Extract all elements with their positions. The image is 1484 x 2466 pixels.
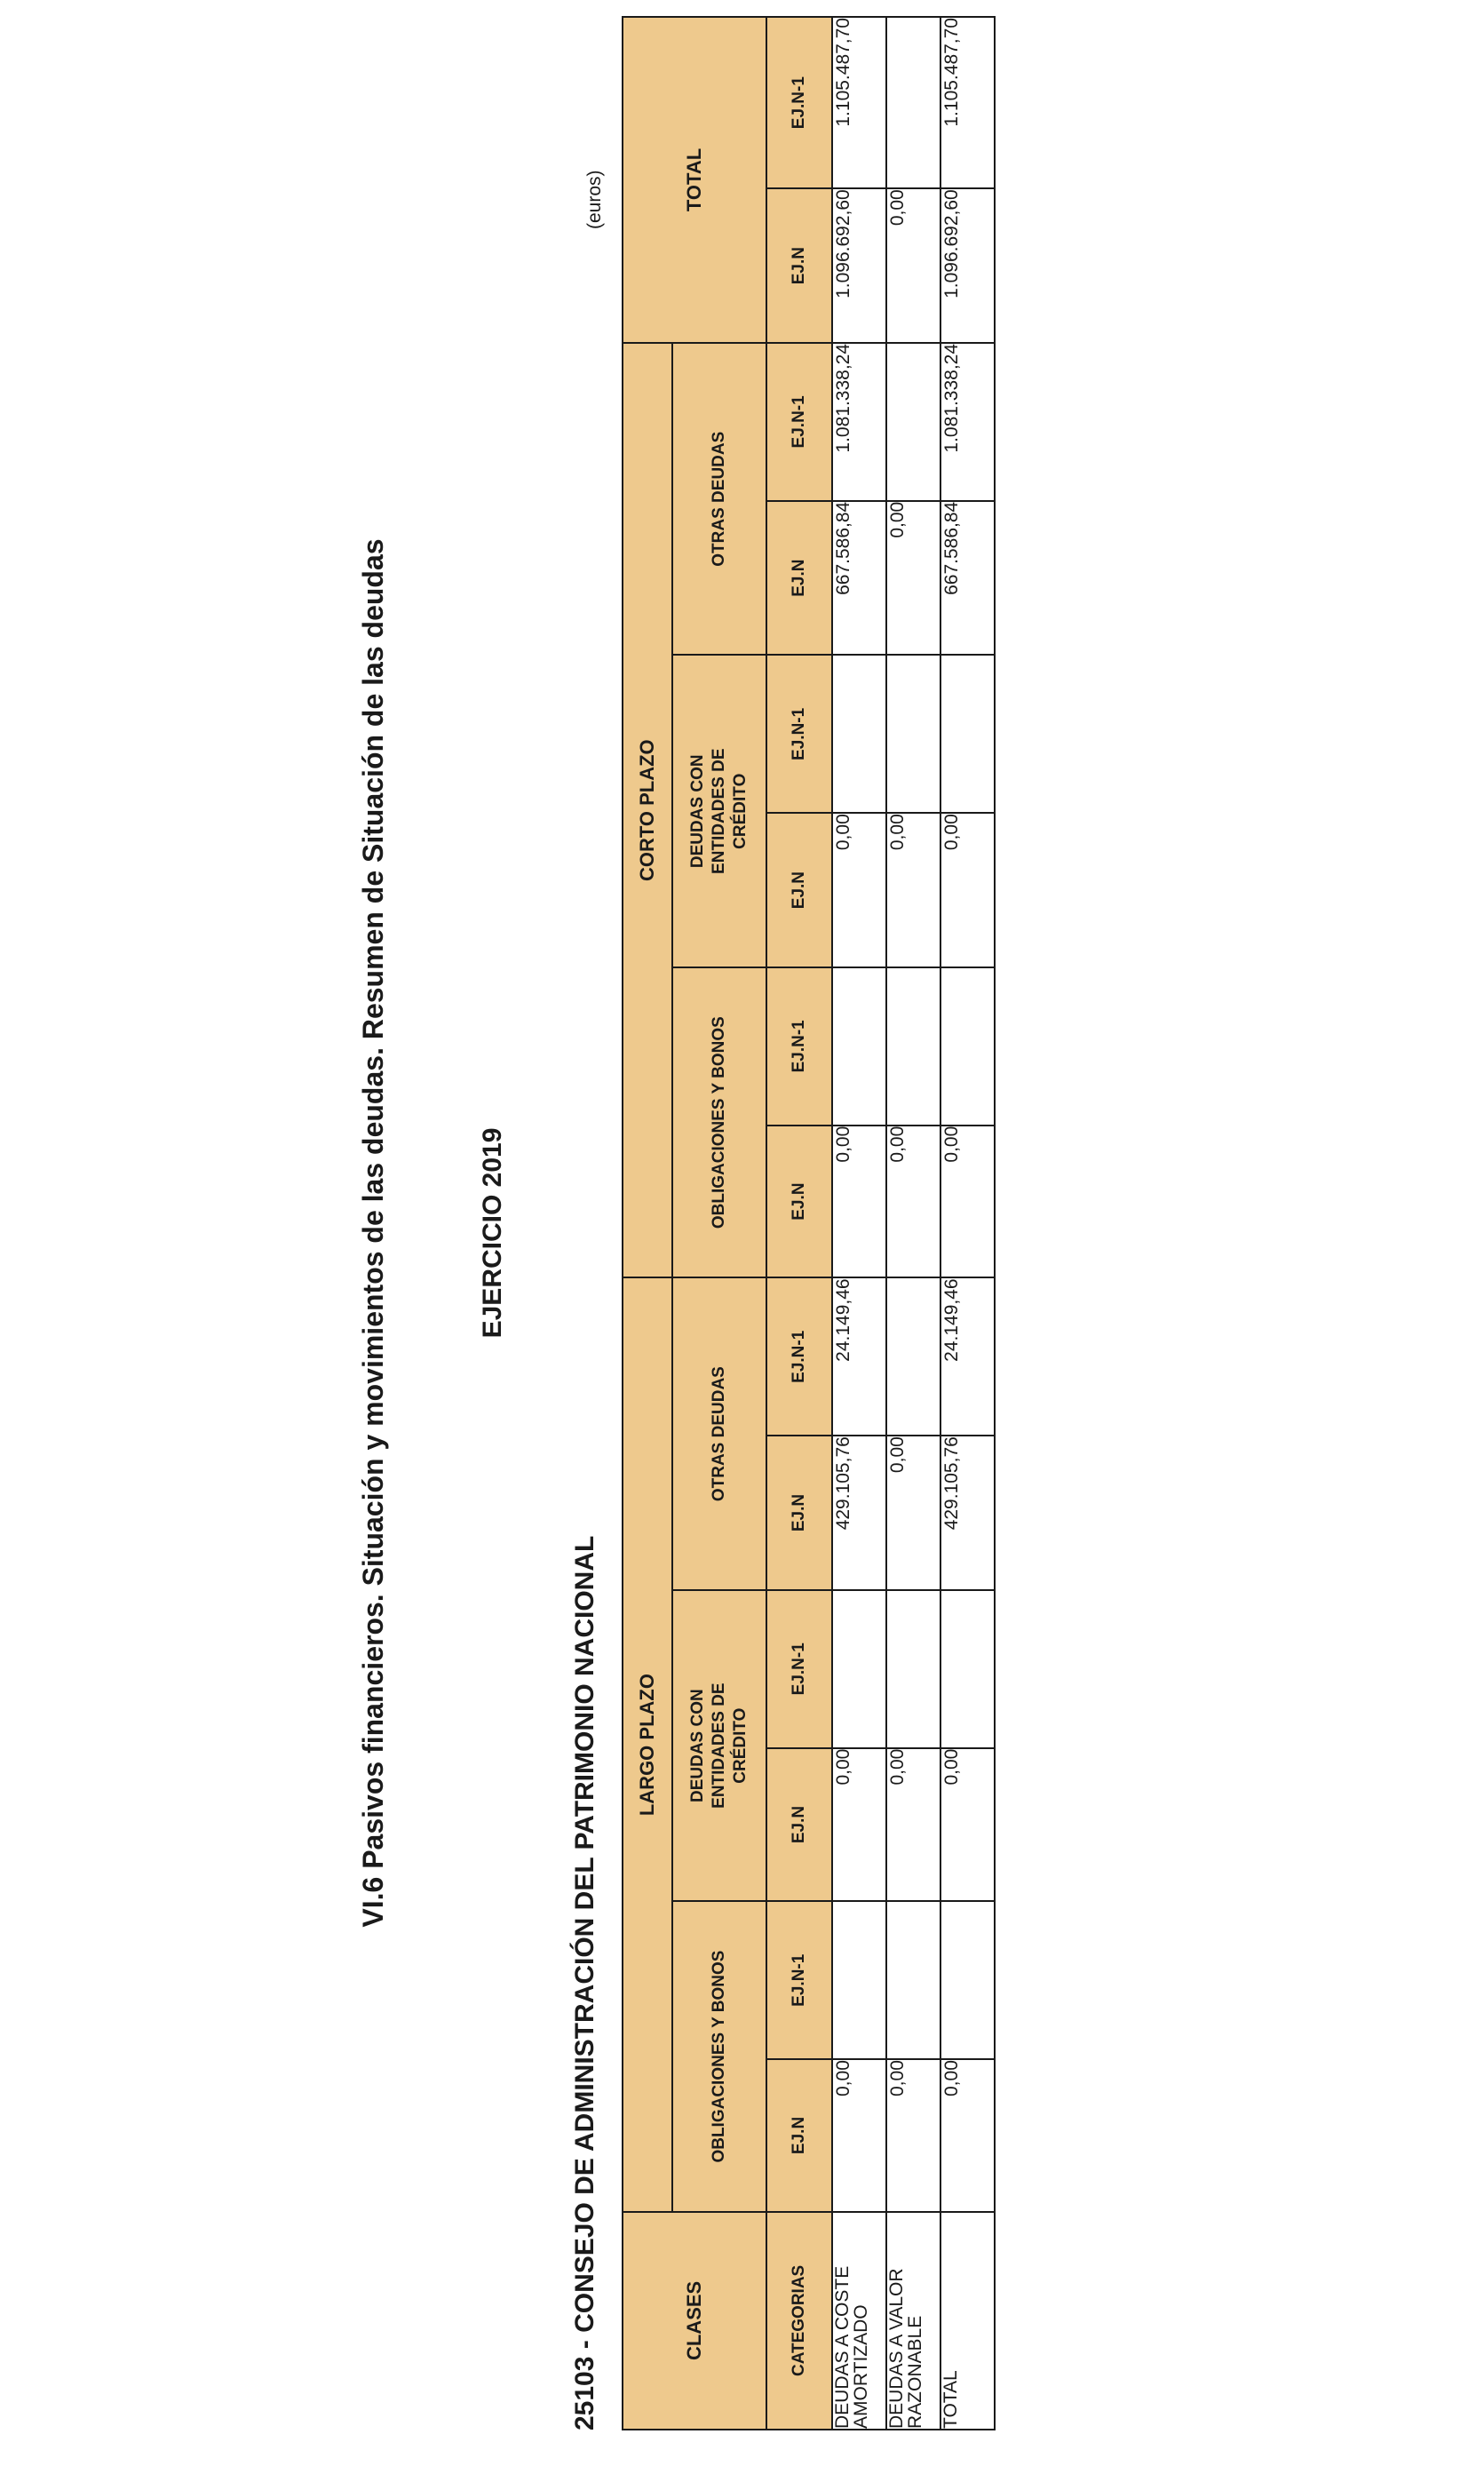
table-cell: 0,00 — [886, 1126, 940, 1278]
table-cell: 0,00 — [832, 2059, 886, 2212]
table-cell: 0,00 — [940, 1126, 995, 1278]
header-ejn1: EJ.N-1 — [766, 17, 832, 188]
header-categorias: CATEGORIAS — [766, 2212, 832, 2430]
header-ejn1: EJ.N-1 — [766, 1590, 832, 1748]
page-title: VI.6 Pasivos financieros. Situación y movimientos de las deudas. Resumen de Situación de las deudas — [357, 538, 389, 1928]
table-row — [832, 17, 886, 2430]
table-cell: 1.081.338,24 — [832, 343, 886, 501]
header-ejn: EJ.N — [766, 2059, 832, 2212]
table-cell: 0,00 — [886, 1748, 940, 1902]
units-label: (euros) — [584, 170, 605, 229]
table-cell: 1.105.487,70 — [832, 17, 886, 188]
header-total: TOTAL — [623, 17, 766, 343]
header-lp-entidades — [672, 1590, 766, 1901]
table-cell — [940, 655, 995, 813]
table-cell: 0,00 — [886, 188, 940, 343]
header-largo-plazo: LARGO PLAZO — [623, 1277, 672, 2211]
table-cell — [940, 1901, 995, 2059]
header-ejn: EJ.N — [766, 501, 832, 656]
table-cell: 667.586,84 — [832, 501, 886, 656]
table-cell: 429.105,76 — [940, 1436, 995, 1590]
table-cell: 24.149,46 — [832, 1277, 886, 1436]
exercise-subtitle: EJERCICIO 2019 — [478, 1127, 507, 1339]
table-cell: 0,00 — [886, 813, 940, 967]
table-cell — [886, 17, 940, 188]
table-cell: 1.105.487,70 — [940, 17, 995, 188]
header-cp-obligaciones: OBLIGACIONES Y BONOS — [672, 967, 766, 1277]
entity-heading: 25103 - CONSEJO DE ADMINISTRACIÓN DEL PATRIMONIO NACIONAL — [570, 1535, 599, 2430]
table-cell — [886, 1277, 940, 1436]
table-cell: 0,00 — [886, 1436, 940, 1590]
table-cell — [832, 1590, 886, 1748]
header-cp-entidades-text: DEUDAS CON ENTIDADES DE CRÉDITO — [688, 748, 750, 874]
header-lp-obligaciones: OBLIGACIONES Y BONOS — [672, 1901, 766, 2211]
table-cell — [940, 967, 995, 1126]
table-cell: 0,00 — [940, 1748, 995, 1902]
header-lp-entidades-text: DEUDAS CON ENTIDADES DE CRÉDITO — [688, 1682, 750, 1809]
table-cell: 0,00 — [886, 2059, 940, 2212]
table-cell — [940, 1590, 995, 1748]
table-cell — [886, 1901, 940, 2059]
debt-situation-table — [622, 16, 996, 2430]
header-ejn: EJ.N — [766, 1126, 832, 1278]
table-cell — [886, 343, 940, 501]
header-cp-otras: OTRAS DEUDAS — [672, 343, 766, 655]
table-cell: 0,00 — [832, 1126, 886, 1278]
row-label: DEUDAS A VALOR RAZONABLE — [886, 2212, 940, 2430]
header-clases: CLASES — [623, 2212, 766, 2430]
table-cell: 24.149,46 — [940, 1277, 995, 1436]
table-cell — [832, 1901, 886, 2059]
table-cell — [832, 967, 886, 1126]
header-ejn: EJ.N — [766, 813, 832, 967]
header-ejn1: EJ.N-1 — [766, 967, 832, 1126]
header-corto-plazo: CORTO PLAZO — [623, 343, 672, 1277]
header-ejn1: EJ.N-1 — [766, 343, 832, 501]
header-ejn: EJ.N — [766, 188, 832, 343]
table-cell: 0,00 — [886, 501, 940, 656]
table-row — [940, 17, 995, 2430]
table-cell: 0,00 — [940, 2059, 995, 2212]
table-row — [886, 17, 940, 2430]
table-cell: 0,00 — [832, 813, 886, 967]
table-cell — [886, 1590, 940, 1748]
header-ejn1: EJ.N-1 — [766, 655, 832, 813]
table-cell: 1.096.692,60 — [832, 188, 886, 343]
table-cell — [832, 655, 886, 813]
table-cell: 1.096.692,60 — [940, 188, 995, 343]
header-ejn1: EJ.N-1 — [766, 1901, 832, 2059]
table-cell: 667.586,84 — [940, 501, 995, 656]
row-label: TOTAL — [940, 2212, 995, 2430]
header-ejn: EJ.N — [766, 1748, 832, 1902]
table-cell: 0,00 — [940, 813, 995, 967]
header-cp-entidades — [672, 655, 766, 967]
table-cell: 0,00 — [832, 1748, 886, 1902]
table-cell — [886, 967, 940, 1126]
header-ejn1: EJ.N-1 — [766, 1277, 832, 1436]
table-cell — [886, 655, 940, 813]
table-cell: 429.105,76 — [832, 1436, 886, 1590]
header-ejn: EJ.N — [766, 1436, 832, 1590]
row-label: DEUDAS A COSTE AMORTIZADO — [832, 2212, 886, 2430]
header-lp-otras: OTRAS DEUDAS — [672, 1277, 766, 1590]
table-cell: 1.081.338,24 — [940, 343, 995, 501]
